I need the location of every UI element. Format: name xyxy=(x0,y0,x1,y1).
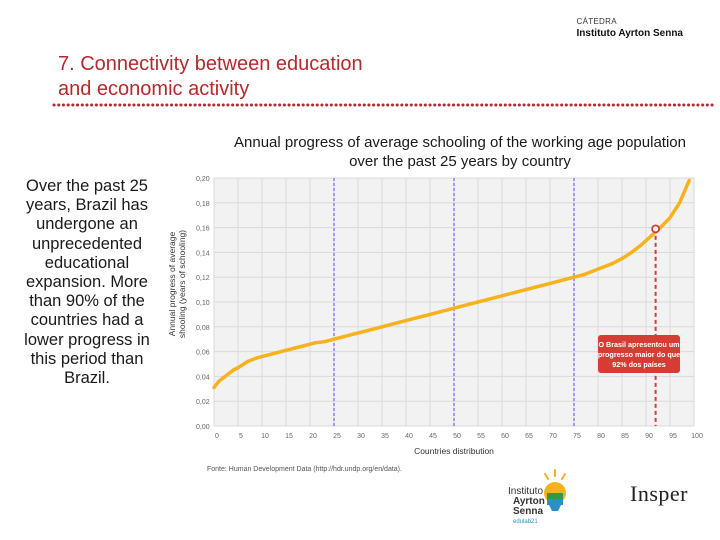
side-text: Over the past 25 years, Brazil has undergone an unprecedented educational expansion. More than 90% of the countries had a lower progress in this period than Brazil. xyxy=(24,177,150,388)
x-tick-label: 90 xyxy=(645,433,653,440)
y-tick-label: 0,00 xyxy=(196,424,210,431)
x-tick-label: 15 xyxy=(285,433,293,440)
x-tick-label: 85 xyxy=(621,433,629,440)
y-tick-label: 0,04 xyxy=(196,374,210,382)
y-tick-label: 0,08 xyxy=(196,324,210,332)
brazil-callout-text: O Brasil apresentou um xyxy=(598,340,680,349)
y-tick-label: 0,20 xyxy=(196,176,210,183)
x-tick-label: 5 xyxy=(239,433,243,440)
x-tick-label: 45 xyxy=(429,433,437,440)
y-axis-label-line1: Annual progress of average xyxy=(167,231,177,337)
brazil-callout-text: 92% dos países xyxy=(612,360,666,369)
insper-logo: Insper xyxy=(630,481,688,506)
x-tick-label: 0 xyxy=(215,433,219,440)
ias-logo-line1: Instituto xyxy=(508,486,544,497)
x-axis-label: Countries distribution xyxy=(414,446,494,456)
slide-title-line2: and economic activity xyxy=(58,78,250,100)
x-tick-label: 65 xyxy=(525,433,533,440)
source-note: Fonte: Human Development Data (http://hdr.undp.org/en/data). xyxy=(207,466,402,473)
x-tick-label: 20 xyxy=(309,433,317,440)
x-tick-label: 75 xyxy=(573,433,581,440)
y-tick-label: 0,18 xyxy=(196,200,210,208)
ias-logo-line2: Ayrton xyxy=(513,496,545,507)
slide-title-line1: 7. Connectivity between education xyxy=(58,53,363,75)
x-tick-label: 35 xyxy=(381,433,389,440)
x-tick-label: 70 xyxy=(549,433,557,440)
y-tick-label: 0,14 xyxy=(196,250,210,258)
x-tick-label: 95 xyxy=(669,433,677,440)
y-tick-label: 0,02 xyxy=(196,399,210,407)
y-tick-label: 0,16 xyxy=(196,225,210,233)
brazil-callout-text: progresso maior do que xyxy=(597,350,681,359)
x-tick-label: 60 xyxy=(501,433,509,440)
y-axis-label-line2: shooling (years of schooling) xyxy=(177,229,187,339)
y-axis-label xyxy=(167,230,187,338)
ias-logo-line3: Senna xyxy=(513,506,544,517)
chart-title: Annual progress of average schooling of the working age population over the past 25 years by country xyxy=(234,134,686,170)
x-tick-label: 100 xyxy=(691,433,703,440)
y-tick-label: 0,06 xyxy=(196,349,210,357)
brazil-marker xyxy=(652,225,659,232)
x-tick-label: 50 xyxy=(453,433,461,440)
ias-logo-tag: edulab21 xyxy=(513,519,538,525)
x-tick-label: 55 xyxy=(477,433,485,440)
y-tick-label: 0,10 xyxy=(196,300,210,307)
x-tick-label: 80 xyxy=(597,433,605,440)
x-tick-label: 10 xyxy=(261,433,269,440)
ias-logo xyxy=(500,466,580,530)
x-tick-label: 40 xyxy=(405,433,413,440)
y-tick-label: 0,12 xyxy=(196,275,210,283)
x-tick-label: 30 xyxy=(357,433,365,440)
x-tick-label: 25 xyxy=(333,433,341,440)
catedra-label: CÁTEDRA xyxy=(576,17,617,26)
institute-name: Instituto Ayrton Senna xyxy=(576,28,683,39)
